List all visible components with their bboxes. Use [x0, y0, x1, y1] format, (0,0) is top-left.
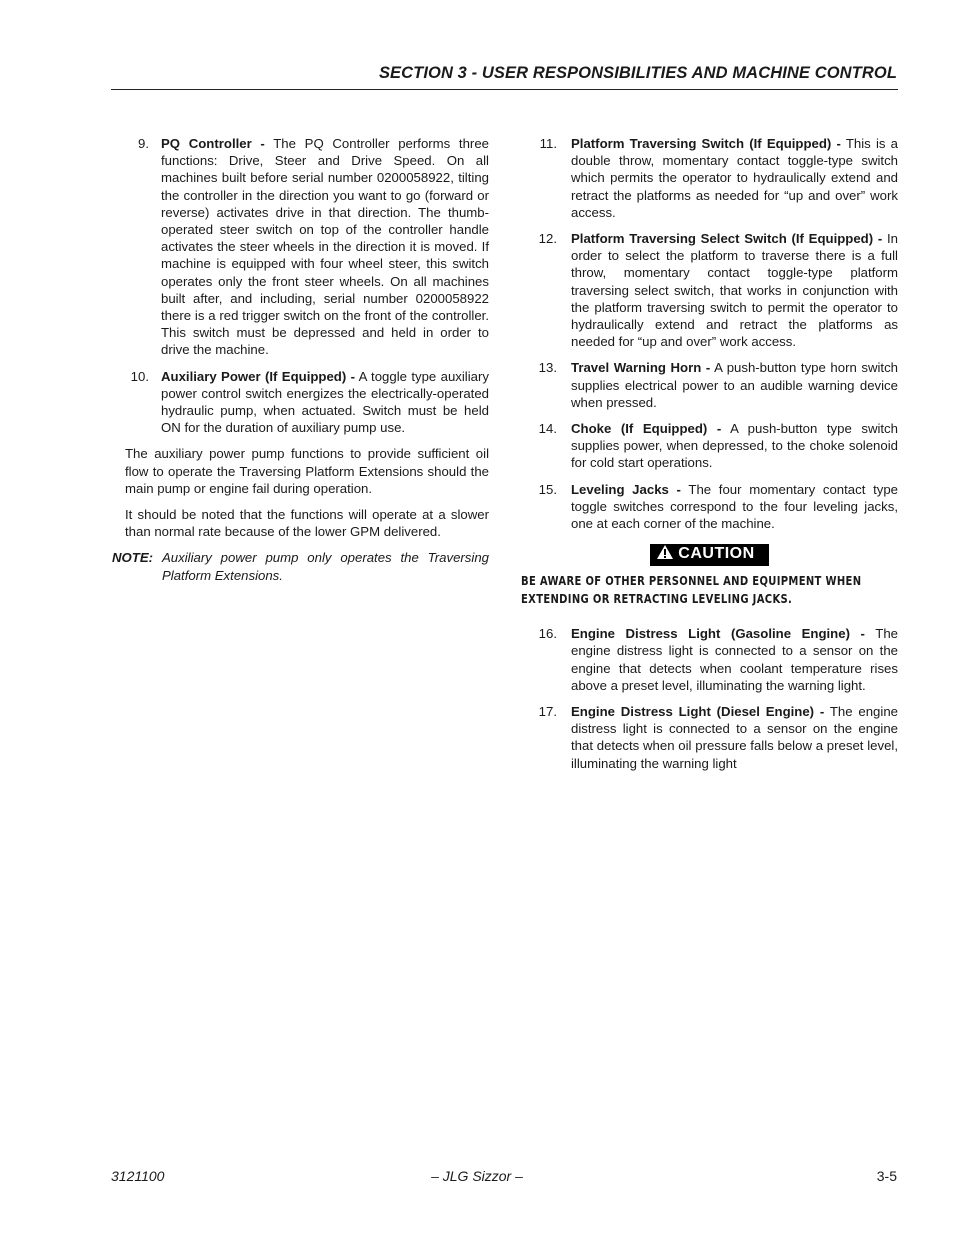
item-body — [161, 368, 489, 437]
caution-message: BE AWARE OF OTHER PERSONNEL AND EQUIPMENT WHEN EXTENDING OR RETRACTING LEVELING JACKS. — [521, 574, 862, 607]
warning-triangle-icon — [656, 544, 674, 566]
item-text: A push-button type horn switch supplies electrical power to an audible warning device when pressed. — [571, 360, 898, 410]
left-column — [112, 135, 489, 584]
list-item — [521, 703, 898, 772]
caution-badge — [650, 544, 768, 566]
item-number: 17. — [538, 704, 557, 720]
item-term: Travel Warning Horn - — [571, 360, 711, 376]
item-term: Engine Distress Light (Diesel Engine) - — [571, 704, 825, 720]
item-text: A toggle type auxiliary power control switch energizes the electrically-operated hydraulic pump, when actuated. Switch must be held ON for the duration of auxiliary pump use. — [161, 368, 489, 436]
section-title: SECTION 3 - USER RESPONSIBILITIES AND MACHINE CONTROL — [378, 64, 897, 82]
item-term: Engine Distress Light (Gasoline Engine) - — [571, 626, 865, 642]
list-item — [125, 368, 489, 437]
item-text: A push-button type switch supplies power, when depressed, to the choke solenoid for cold start operations. — [571, 421, 898, 471]
page-number: 3-5 — [876, 1168, 897, 1184]
item-number: 9. — [138, 136, 149, 151]
note-text: Auxiliary power pump only operates the Traversing Platform Extensions. — [162, 550, 489, 583]
footer-title: – JLG Sizzor – — [431, 1168, 523, 1184]
item-number: 12. — [538, 231, 557, 247]
item-text: The engine distress light is connected to a sensor on the engine that detects when coolant temperature rises above a preset level, illuminating the warning light. — [571, 626, 898, 693]
item-body — [571, 481, 898, 533]
note — [112, 549, 489, 583]
item-term: PQ Controller - — [161, 136, 265, 151]
item-text: The engine distress light is connected to a sensor on the engine that detects when oil pressure falls below a preset level, illuminating the warning light — [571, 704, 898, 771]
list-item — [521, 230, 898, 350]
item-body — [571, 703, 898, 772]
caution-header — [521, 544, 898, 566]
item-text: In order to select the platform to traverse there is a full throw, momentary contact toggle-type platform traversing select switch, that works in conjunction with the platform traversing switch to permit the operator to hydraulically extend and retract the platforms as needed for “up and over” work access. — [571, 231, 898, 350]
item-term: Choke (If Equipped) - — [571, 421, 722, 437]
footer-doc-number: 3121100 — [111, 1168, 165, 1184]
paragraph: It should be noted that the functions will operate at a slower than normal rate because of the lower GPM delivered. — [125, 507, 489, 540]
item-text: The four momentary contact type toggle switches correspond to the four leveling jacks, one at each corner of the machine. — [571, 481, 898, 532]
list-item — [521, 481, 898, 533]
item-term: Auxiliary Power (If Equipped) - — [161, 368, 355, 384]
item-number: 15. — [538, 481, 557, 497]
item-number: 11. — [539, 136, 557, 151]
item-number: 16. — [538, 626, 557, 642]
item-body — [571, 420, 898, 472]
item-number: 14. — [538, 421, 557, 437]
item-text: This is a double throw, momentary contact toggle-type switch which permits the operator to hydraulically extend and retract the platforms as needed for “up and over” work access. — [571, 136, 898, 220]
item-term: Platform Traversing Switch (If Equipped) - — [571, 136, 841, 151]
item-body — [571, 359, 898, 411]
caution-label: CAUTION — [678, 545, 755, 563]
item-body — [571, 625, 898, 694]
header-divider — [111, 89, 898, 90]
item-number: 10. — [130, 368, 149, 384]
list-item — [125, 135, 489, 359]
list-item — [521, 135, 898, 221]
list-item — [521, 359, 898, 411]
list-item — [521, 420, 898, 472]
paragraph: The auxiliary power pump functions to provide sufficient oil flow to operate the Traversing Platform Extensions should the main pump or engine fail during operation. — [125, 446, 489, 496]
list-item — [521, 625, 898, 694]
item-text: The PQ Controller performs three functions: Drive, Steer and Drive Speed. On all machines built before serial number 0200058922, tilting the controller in the direction you want to go (forward or reverse) activates drive in that direction. The thumb-operated steer switch on top of the controller handle activates the steer wheels in the direction it is moved. If machine is equipped with four wheel steer, this switch operates only the front steer wheels. On all machines built after, and including, serial number 0200058922 there is a red trigger switch on the front of the controller. This switch must be depressed and held in order to drive the machine. — [161, 136, 489, 358]
item-body — [161, 135, 489, 359]
item-body — [571, 135, 898, 221]
item-number: 13. — [538, 360, 557, 376]
item-term: Leveling Jacks - — [571, 481, 681, 497]
item-term: Platform Traversing Select Switch (If Equipped) - — [571, 231, 883, 247]
note-label: NOTE: — [112, 550, 154, 566]
item-body — [571, 230, 898, 350]
right-column — [521, 135, 898, 781]
